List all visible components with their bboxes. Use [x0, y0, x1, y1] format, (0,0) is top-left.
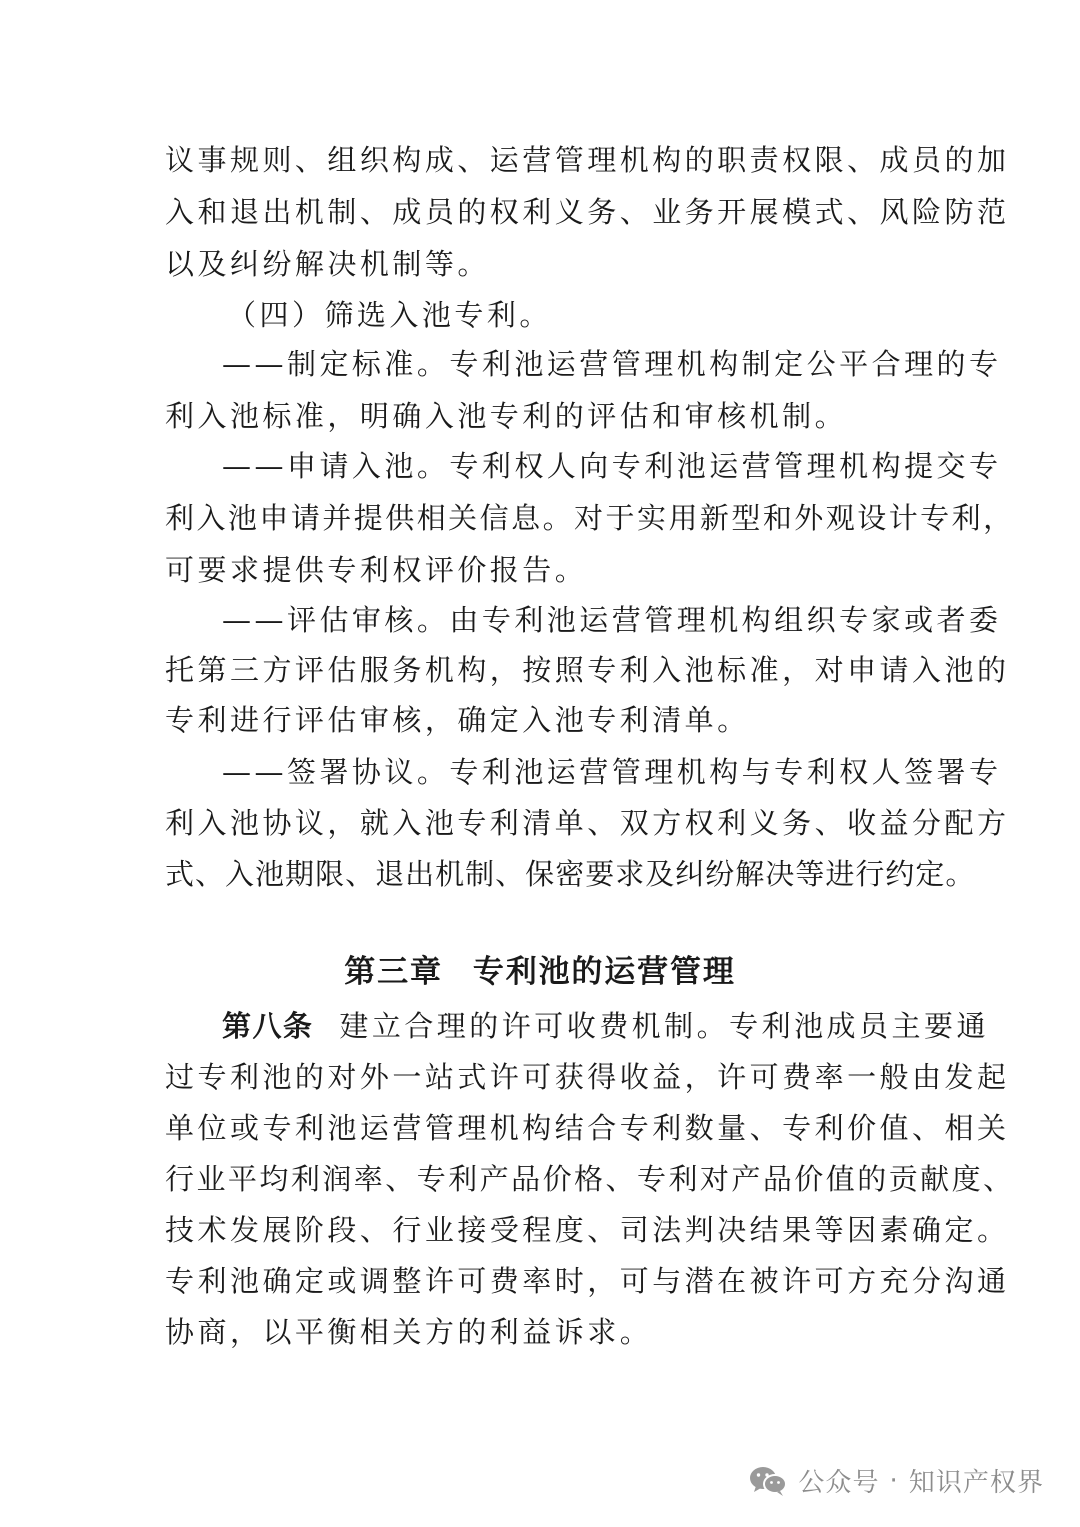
- wechat-icon: [748, 1465, 788, 1497]
- text-line: 可要求提供专利权评价报告。: [165, 553, 588, 587]
- text-line: 议事规则、组织构成、运营管理机构的职责权限、成员的加: [165, 143, 1010, 177]
- article-first-line: [222, 1006, 989, 1046]
- text-line: 单位或专利池运营管理机构结合专利数量、专利价值、相关: [165, 1111, 1010, 1145]
- text-line: 利入池协议，就入池专利清单、双方权利义务、收益分配方: [165, 806, 1010, 840]
- text-line: 式、入池期限、退出机制、保密要求及纠纷解决等进行约定。: [165, 857, 976, 891]
- article-first-text: 建立合理的许可收费机制。专利池成员主要通: [339, 1009, 989, 1043]
- text-line: 利入池标准，明确入池专利的评估和审核机制。: [165, 399, 848, 433]
- wechat-watermark: [748, 1462, 1044, 1499]
- watermark-account: 知识产权界: [908, 1468, 1044, 1498]
- text-line: 行业平均利润率、专利产品价格、专利对产品价值的贡献度、: [165, 1162, 1015, 1196]
- text-line: ——申请入池。专利权人向专利池运营管理机构提交专: [222, 449, 1002, 483]
- chapter-title: [0, 950, 1080, 994]
- watermark-platform: 公众号: [798, 1468, 880, 1498]
- text-line: 入和退出机制、成员的权利义务、业务开展模式、风险防范: [165, 195, 1010, 229]
- text-line: 技术发展阶段、行业接受程度、司法判决结果等因素确定。: [165, 1213, 1010, 1247]
- text-line: ——签署协议。专利池运营管理机构与专利权人签署专: [222, 755, 1002, 789]
- text-line: 以及纠纷解决机制等。: [165, 247, 490, 281]
- text-line: 托第三方评估服务机构，按照专利入池标准，对申请入池的: [165, 653, 1010, 687]
- chapter-name: 专利池的运营管理: [472, 954, 736, 990]
- chapter-number: 第三章: [344, 954, 443, 990]
- text-line: 专利进行评估审核，确定入池专利清单。: [165, 703, 750, 737]
- text-line: 专利池确定或调整许可费率时，可与潜在被许可方充分沟通: [165, 1264, 1010, 1298]
- text-line: 协商，以平衡相关方的利益诉求。: [165, 1315, 653, 1349]
- article-label: 第八条: [222, 1009, 314, 1043]
- text-line: ——评估审核。由专利池运营管理机构组织专家或者委: [222, 603, 1002, 637]
- text-line: （四）筛选入池专利。: [227, 298, 552, 332]
- text-line: 利入池申请并提供相关信息。对于实用新型和外观设计专利，: [165, 501, 1015, 535]
- text-line: ——制定标准。专利池运营管理机构制定公平合理的专: [222, 347, 1002, 381]
- watermark-separator: ·: [889, 1465, 899, 1496]
- text-line: 过专利池的对外一站式许可获得收益，许可费率一般由发起: [165, 1060, 1010, 1094]
